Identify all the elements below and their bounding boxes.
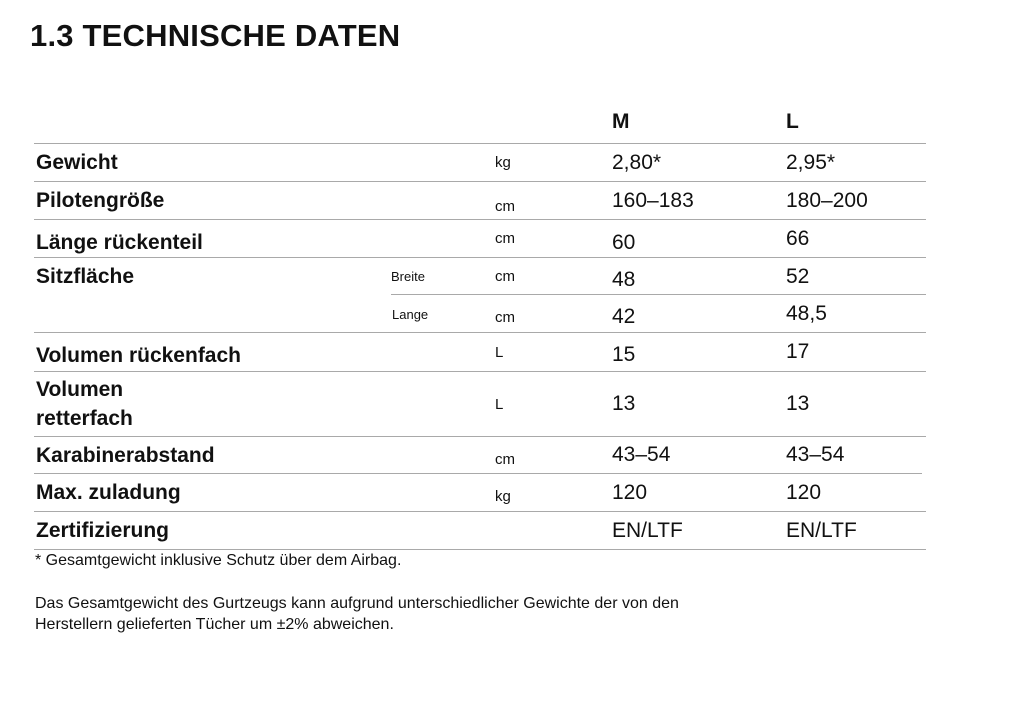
row-unit: cm bbox=[495, 268, 515, 285]
row-value-l: 180–200 bbox=[786, 188, 868, 212]
row-value-m: 60 bbox=[612, 230, 636, 254]
table-row bbox=[34, 333, 926, 372]
row-label: Sitzfläche bbox=[36, 265, 135, 288]
row-value-m: EN/LTF bbox=[612, 518, 683, 542]
table-row bbox=[34, 474, 926, 512]
row-value-l: 13 bbox=[786, 392, 810, 415]
row-unit: L bbox=[495, 343, 504, 361]
row-label: Max. zuladung bbox=[36, 481, 181, 504]
row-label: Pilotengröße bbox=[36, 189, 165, 212]
row-value-l: 43–54 bbox=[786, 443, 845, 466]
row-label: Volumen retterfach bbox=[36, 378, 133, 430]
row-value-l: 52 bbox=[786, 264, 810, 288]
table-header-row bbox=[34, 100, 926, 144]
row-value-m: 2,80* bbox=[612, 150, 662, 174]
weight-footnote: * Gesamtgewicht inklusive Schutz über dem Airbag. bbox=[35, 552, 402, 569]
weight-tolerance-note: Das Gesamtgewicht des Gurtzeugs kann aufgrund unterschiedlicher Gewichte der von den Herstellern gelieferten Tücher um ±2% abweichen. bbox=[35, 595, 679, 633]
row-unit: cm bbox=[495, 308, 515, 326]
row-unit: cm bbox=[495, 230, 515, 247]
row-sublabel: Breite bbox=[391, 269, 425, 284]
row-unit: cm bbox=[495, 198, 515, 215]
row-label: Länge rückenteil bbox=[36, 231, 203, 254]
row-sublabel: Lange bbox=[392, 306, 429, 322]
row-unit: kg bbox=[495, 488, 511, 505]
row-value-m: 120 bbox=[612, 480, 648, 504]
row-value-l: 120 bbox=[786, 480, 822, 504]
table-row bbox=[34, 437, 922, 474]
row-label: Zertifizierung bbox=[36, 519, 170, 542]
row-unit: cm bbox=[495, 450, 515, 468]
row-value-m: 42 bbox=[612, 305, 636, 328]
row-value-l: 66 bbox=[786, 226, 810, 250]
table-row bbox=[34, 220, 926, 258]
table-row bbox=[34, 144, 926, 182]
row-value-l: 2,95* bbox=[786, 150, 836, 174]
page-title: 1.3 TECHNISCHE DATEN bbox=[30, 18, 401, 53]
row-value-m: 13 bbox=[612, 392, 636, 415]
table-row bbox=[34, 296, 926, 333]
row-unit: kg bbox=[495, 154, 511, 171]
table-row bbox=[34, 182, 926, 220]
row-value-l: 48,5 bbox=[786, 302, 827, 325]
sub-divider bbox=[391, 294, 926, 295]
row-label: Volumen rückenfach bbox=[36, 343, 241, 367]
column-header-m: M bbox=[612, 109, 630, 133]
row-label: Karabinerabstand bbox=[36, 443, 215, 467]
row-value-m: 43–54 bbox=[612, 443, 671, 466]
table-row bbox=[34, 258, 926, 295]
row-label: Gewicht bbox=[36, 151, 118, 174]
column-header-l: L bbox=[786, 109, 799, 133]
row-value-m: 160–183 bbox=[612, 188, 694, 212]
row-unit: L bbox=[495, 395, 504, 413]
table-row bbox=[34, 372, 926, 437]
row-value-m: 15 bbox=[612, 343, 636, 366]
row-value-l: EN/LTF bbox=[786, 518, 857, 542]
table-row bbox=[34, 512, 926, 550]
row-value-m: 48 bbox=[612, 267, 636, 291]
row-value-l: 17 bbox=[786, 340, 810, 363]
